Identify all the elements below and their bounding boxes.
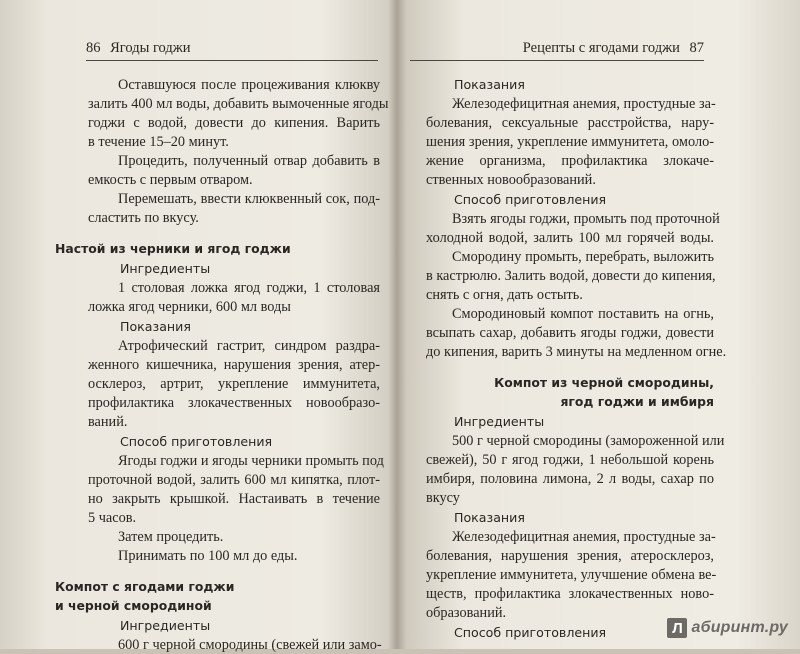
right-running-head <box>410 40 704 61</box>
text-line: сластить по вкусу. <box>88 210 199 226</box>
text-line: в течение 15–20 минут. <box>88 134 229 150</box>
text-line: до кипения, варить 3 минуты на медленном огне. <box>426 344 727 360</box>
text-line: емкость с первым отваром. <box>88 172 253 188</box>
text-line: Атрофический гастрит, синдром раздра- <box>118 338 380 354</box>
section-heading: и черной смородиной <box>55 598 212 613</box>
right-page <box>402 0 800 649</box>
text-line: Процедить, полученный отвар добавить в <box>118 153 380 169</box>
text-line: образований. <box>426 605 507 621</box>
text-line: Взять ягоды годжи, промыть под проточной <box>452 211 720 227</box>
page-number: 87 <box>689 40 704 56</box>
text-line: вкусу <box>426 490 460 506</box>
text-line: шения зрения, укрепление иммунитета, омоло- <box>426 134 714 150</box>
labirint-logo-icon: Л <box>667 618 687 638</box>
section-heading: Компот с ягодами годжи <box>55 579 235 594</box>
text-line: холодной водой, залить 100 мл горячей воды. <box>426 230 714 246</box>
text-line: ществ, профилактика злокачественных ново- <box>426 586 714 602</box>
running-title: Ягоды годжи <box>110 40 191 56</box>
subheading: Ингредиенты <box>120 261 211 276</box>
subheading: Ингредиенты <box>120 618 211 633</box>
left-page <box>0 0 398 653</box>
text-line: Железодефицитная анемия, простудные за- <box>452 96 716 112</box>
left-running-head <box>86 40 378 61</box>
text-line: залить 400 мл воды, добавить вымоченные ягоды <box>88 96 389 112</box>
text-line: Перемешать, ввести клюквенный сок, под- <box>118 191 380 207</box>
text-line: годжи с водой, довести до кипения. Варить <box>88 115 380 131</box>
text-line: в кастрюлю. Залить водой, довести до кипения, <box>426 268 716 284</box>
text-line: снять с огня, дать остыть. <box>426 287 583 303</box>
text-line: Смородиновый компот поставить на огнь, <box>452 306 714 322</box>
text-line: Затем процедить. <box>118 529 224 545</box>
text-line: Смородину промыть, перебрать, выложить <box>452 249 714 265</box>
text-line: ваний. <box>88 414 128 430</box>
text-line: укрепление иммунитета, улучшение обмена ве- <box>426 567 717 583</box>
text-line: женного кишечника, нарушения зрения, атер- <box>88 357 380 373</box>
text-line: жение организма, профилактика злокаче- <box>426 153 714 169</box>
running-title: Рецепты с ягодами годжи <box>522 40 680 56</box>
text-line: свежей), 50 г ягод годжи, 1 небольшой корень <box>426 452 714 468</box>
section-heading: Компот из черной смородины, <box>494 375 714 390</box>
text-line: имбиря, половина лимона, 2 л воды, сахар по <box>426 471 714 487</box>
subheading: Показания <box>454 77 525 92</box>
subheading: Способ приготовления <box>454 192 607 207</box>
subheading: Показания <box>120 319 191 334</box>
subheading: Показания <box>454 510 525 525</box>
text-line: 500 г черной смородины (замороженной или <box>452 433 725 449</box>
text-line: всыпать сахар, добавить ягоды годжи, довести <box>426 325 714 341</box>
text-line: Ягоды годжи и ягоды черники промыть под <box>118 453 384 469</box>
text-line: но закрыть крышкой. Настаивать в течение <box>88 491 380 507</box>
page-number: 86 <box>86 40 101 56</box>
text-line: 5 часов. <box>88 510 137 526</box>
subheading: Способ приготовления <box>454 625 607 640</box>
section-heading: ягод годжи и имбиря <box>560 394 714 409</box>
subheading: Ингредиенты <box>454 414 545 429</box>
labirint-watermark <box>667 617 788 639</box>
watermark-text: абиринт.ру <box>691 619 788 636</box>
subheading: Способ приготовления <box>120 434 273 449</box>
text-line: болевания, сексуальные расстройства, нару- <box>426 115 714 131</box>
text-line: болевания, нарушения зрения, атеросклероз, <box>426 548 714 564</box>
text-line: Железодефицитная анемия, простудные за- <box>452 529 716 545</box>
text-line: профилактика злокачественных новообразо- <box>88 395 380 411</box>
text-line: ложка ягод черники, 600 мл воды <box>88 299 291 315</box>
text-line: Принимать по 100 мл до еды. <box>118 548 298 564</box>
text-line: 600 г черной смородины (свежей или замо- <box>118 637 382 653</box>
text-line: проточной водой, залить 600 мл кипятка, плот- <box>88 472 380 488</box>
text-line: ственных новообразований. <box>426 172 596 188</box>
text-line: 1 столовая ложка ягод годжи, 1 столовая <box>118 280 380 296</box>
text-line: осклероз, артрит, укрепление иммунитета, <box>88 376 380 392</box>
text-line: Оставшуюся после процеживания клюкву <box>118 77 380 93</box>
section-heading: Настой из черники и ягод годжи <box>55 241 291 256</box>
